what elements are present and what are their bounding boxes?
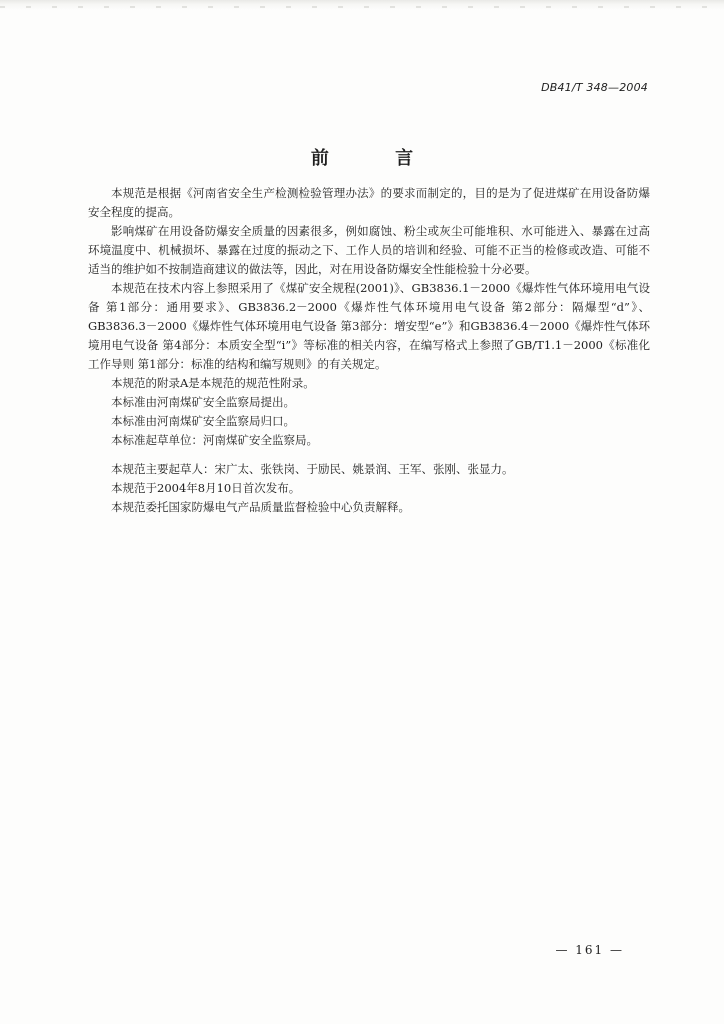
paragraph-proposer: 本标准由河南煤矿安全监察局提出。 xyxy=(111,395,295,409)
paragraph-administrator: 本标准由河南煤矿安全监察局归口。 xyxy=(111,414,295,428)
preface-body xyxy=(88,184,650,517)
scan-edge-shadow xyxy=(0,0,724,10)
paragraph-appendix: 本规范的附录A是本规范的规范性附录。 xyxy=(111,376,315,390)
paragraph-release-date: 本规范于2004年8月10日首次发布。 xyxy=(111,481,301,495)
page-number: — 161 — xyxy=(555,943,624,957)
document-code: DB41/T 348—2004 xyxy=(541,81,648,94)
scan-edge-noise xyxy=(0,6,724,8)
paragraph-factors: 影响煤矿在用设备防爆安全质量的因素很多，例如腐蚀、粉尘或灰尘可能堆积、水可能进入、暴露在过高环境温度中、机械损坏、暴露在过度的振动之下、工作人员的培训和经验、可能不正当的检修或改造、可能不适当的维护如不按制造商建议的做法等，因此，对在用设备防爆安全性能检验十分必要。 xyxy=(88,224,650,276)
paragraph-drafting-unit: 本标准起草单位：河南煤矿安全监察局。 xyxy=(111,433,318,447)
paragraph-references: 本规范在技术内容上参照采用了《煤矿安全规程(2001)》、GB3836.1－2000《爆炸性气体环境用电气设备 第1部分：通用要求》、GB3836.2－2000《爆炸性气体环境用电气设备 第2部分：隔爆型“d”》、GB3836.3－2000《爆炸性气体环境用电气设备 第3部分：增安型“e”》和GB3836.4－2000《爆炸性气体环境用电气设备 第4部分：本质安全型“i”》等标准的相关内容，在编写格式上参照了GB/T1.1－2000《标准化工作导则 第1部分：标准的结构和编写规则》的有关规定。 xyxy=(88,281,650,371)
paragraph-interpretation: 本规范委托国家防爆电气产品质量监督检验中心负责解释。 xyxy=(111,500,410,514)
paragraph-purpose: 本规范是根据《河南省安全生产检测检验管理办法》的要求而制定的，目的是为了促进煤矿在用设备防爆安全程度的提高。 xyxy=(88,186,650,219)
paragraph-gap xyxy=(88,450,650,460)
page-title: 前 言 xyxy=(310,148,444,169)
paragraph-drafters: 本规范主要起草人：宋广太、张铁岗、于励民、姚景润、王军、张刚、张显力。 xyxy=(111,462,514,476)
